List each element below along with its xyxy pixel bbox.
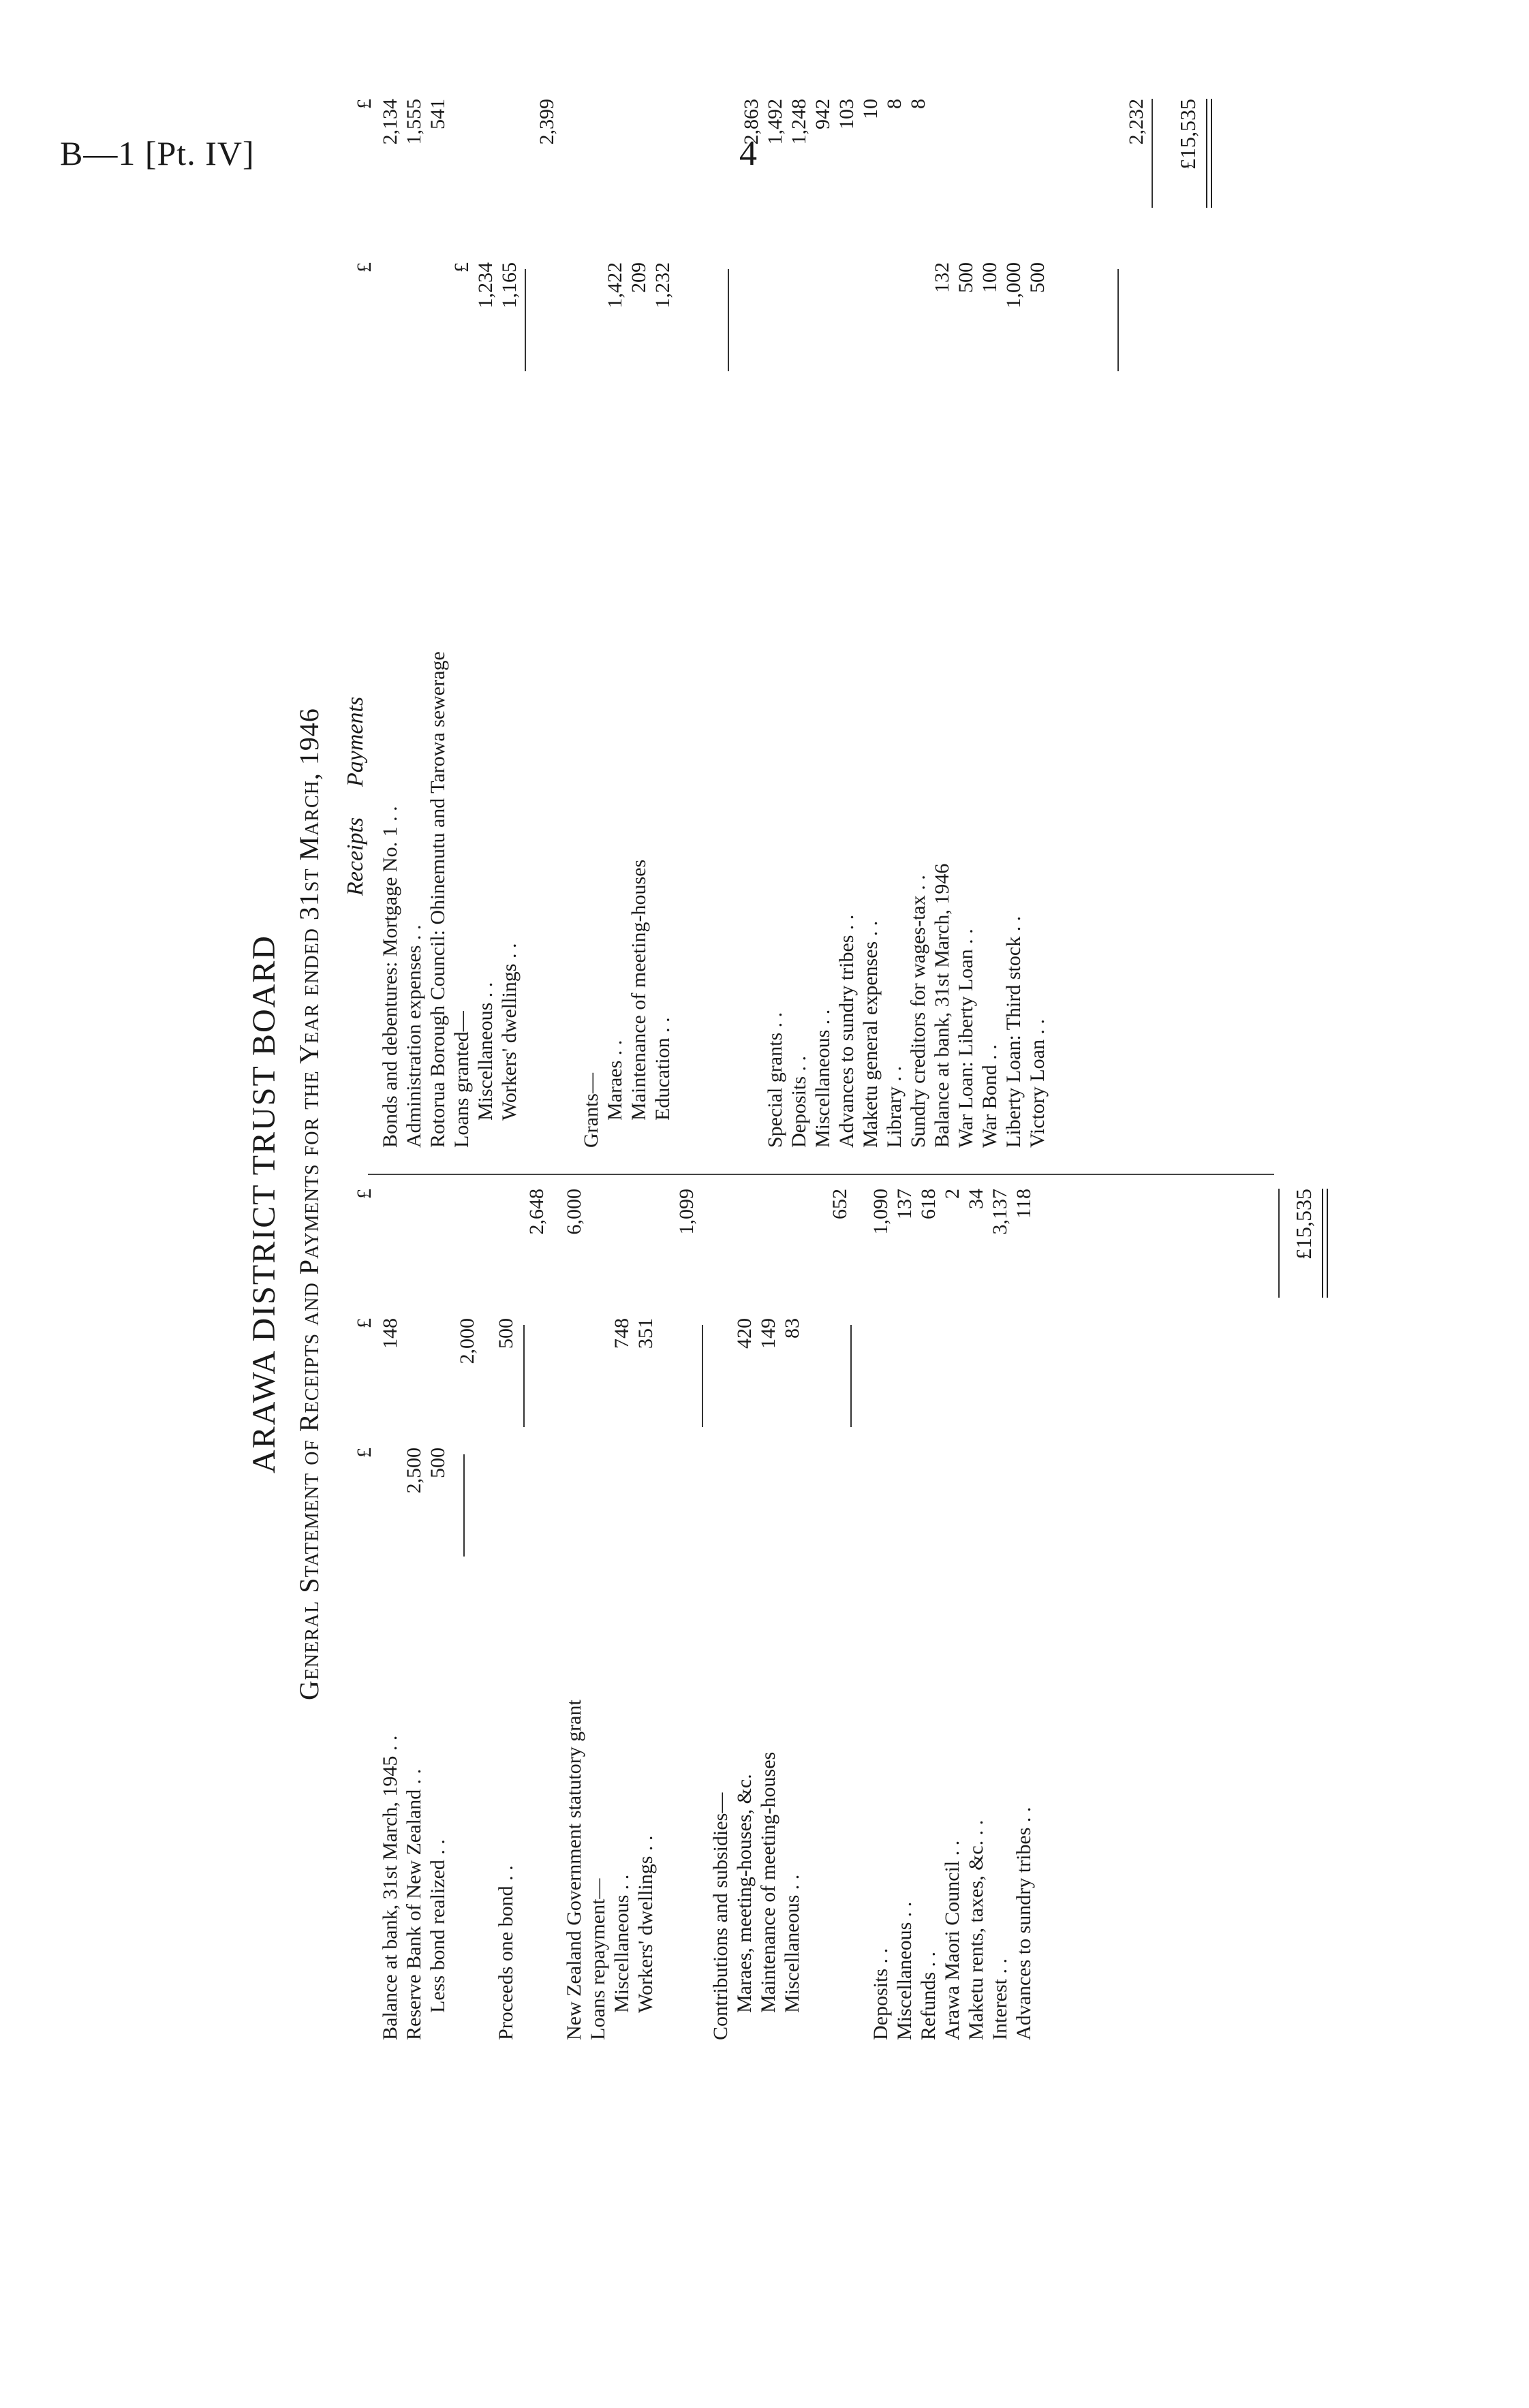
payments-line-amount-c1: 209 [628, 262, 650, 293]
receipts-line-label: Contributions and subsidies— [709, 1792, 732, 2040]
payments-line-amount-c1 [835, 262, 859, 378]
receipts-line-amount-c2 [586, 1318, 611, 1434]
receipts-line-label: Deposits . . [869, 1948, 892, 2040]
receipts-subtotal-rule-3 [702, 1325, 703, 1427]
payments-line-label: Maketu general expenses . . [859, 920, 882, 1148]
receipts-line-amount-c2 [916, 1318, 941, 1434]
receipts-line-amount-c2: 748 [611, 1318, 633, 1349]
payments-line-amount-c1: 132 [931, 262, 953, 293]
payments-line-amount-c1 [859, 262, 883, 378]
receipts-line-amount-c1 [525, 1448, 549, 1563]
receipts-line-amount-c3: 6,000 [563, 1189, 585, 1235]
receipts-currency-2: £ [353, 1318, 375, 1328]
receipts-heading: Receipts [343, 817, 368, 896]
receipts-line-amount-c3 [732, 1189, 757, 1304]
payments-subtotal-rule-2 [728, 269, 729, 371]
receipts-line-label: Loans repayment— [587, 1878, 609, 2040]
receipts-line-amount-c2 [964, 1318, 989, 1434]
receipts-line-amount-c3: 652 [829, 1189, 851, 1219]
receipts-line-amount-c3: 1,099 [675, 1189, 698, 1235]
receipts-line-amount-c1 [780, 1448, 805, 1563]
receipts-line-label: Miscellaneous . . [893, 1901, 916, 2040]
receipts-line-amount-c2 [940, 1318, 965, 1434]
receipts-line-label: New Zealand Government statutory grant [563, 1700, 585, 2040]
payments-line-amount-c1: 500 [1026, 262, 1049, 293]
receipts-line-amount-c2 [426, 1318, 450, 1434]
center-divider [368, 1174, 1274, 1175]
payments-line-amount-c1: 1,165 [498, 262, 521, 309]
payments-currency-1: £ [353, 262, 375, 272]
receipts-line-amount-c1 [869, 1448, 893, 1563]
payments-line-amount-c1 [811, 262, 835, 378]
receipts-line-amount-c3: 618 [917, 1189, 940, 1219]
receipts-line-label: Miscellaneous . . [781, 1874, 803, 2013]
receipts-line-amount-c2 [988, 1318, 1013, 1434]
receipts-line-label: Advances to sundry tribes . . [1013, 1807, 1035, 2040]
payments-line-amount-c1 [882, 262, 907, 378]
payments-line-amount-c2: 2,134 [379, 99, 401, 145]
payments-line-label: Workers' dwellings . . [498, 943, 521, 1121]
receipts-line-amount-c1 [455, 1448, 480, 1563]
document-title: ARAWA DISTRICT TRUST BOARD [246, 935, 282, 1473]
receipts-line-amount-c3 [709, 1189, 733, 1304]
receipts-line-amount-c3 [610, 1189, 634, 1304]
payments-line-amount-c2: 8 [907, 99, 929, 109]
receipts-line-amount-c1 [756, 1448, 781, 1563]
payments-line-amount-c2 [954, 99, 978, 215]
receipts-line-amount-c3 [494, 1189, 519, 1304]
payments-line-amount-c1 [402, 262, 427, 378]
payments-line-amount-c2 [978, 99, 1002, 215]
receipts-line-amount-c3 [586, 1189, 611, 1304]
receipts-subtotal-rule-4 [850, 1325, 852, 1427]
receipts-line-label: Proceeds one bond . . [495, 1865, 517, 2040]
receipts-line-label: Reserve Bank of New Zealand . . [403, 1768, 425, 2040]
payments-line-amount-c1: 100 [978, 262, 1001, 293]
receipts-line-amount-c1 [610, 1448, 634, 1563]
receipts-subtotal-rule-1 [463, 1454, 465, 1557]
receipts-line-amount-c1 [828, 1448, 852, 1563]
receipts-line-amount-c2: 149 [757, 1318, 779, 1349]
receipts-line-label: Interest . . [989, 1958, 1011, 2040]
receipts-total-double-rule [1322, 1189, 1328, 1298]
payments-line-amount-c1 [579, 262, 604, 378]
payments-currency-2: £ [353, 99, 375, 109]
payments-line-amount-c1: 1,422 [604, 262, 626, 309]
receipts-line-amount-c2: 148 [379, 1318, 401, 1349]
receipts-line-amount-c1 [732, 1448, 757, 1563]
receipts-line-amount-c3: 34 [965, 1189, 987, 1209]
receipts-line-amount-c3 [378, 1189, 403, 1304]
payments-line-label: Rotorua Borough Council: Ohinemutu and Tarowa sewerage [427, 651, 449, 1148]
receipts-line-amount-c2: 500 [495, 1318, 517, 1349]
payments-line-amount-c1 [426, 262, 450, 378]
receipts-line-label: Miscellaneous . . [611, 1874, 633, 2013]
receipts-line-amount-c3 [426, 1189, 450, 1304]
payments-line-amount-c2: 1,248 [788, 99, 810, 145]
receipts-line-amount-c3: 2,648 [525, 1189, 548, 1235]
payments-line-amount-c2: 103 [835, 99, 858, 129]
receipts-line-amount-c1 [988, 1448, 1013, 1563]
document-subtitle: General Statement of Receipts and Payments for the Year ended 31st March, 1946 [294, 708, 324, 1700]
payments-line-amount-c2: 2,232 [1125, 99, 1147, 145]
receipts-line-amount-c2: 2,000 [456, 1318, 478, 1364]
payments-line-label: Miscellaneous . . [812, 1009, 834, 1148]
payments-subtotal-rule-1 [525, 269, 526, 371]
receipts-total-rule [1278, 1189, 1280, 1298]
payments-line-label: Advances to sundry tribes . . [835, 914, 858, 1148]
page-number: 4 [739, 134, 757, 173]
payments-line-amount-c1: 1,232 [651, 262, 674, 309]
payments-line-amount-c1: £ [450, 262, 473, 272]
receipts-line-label: Less bond realized . . [427, 1839, 449, 2013]
receipts-line-label: Balance at bank, 31st March, 1945 . . [379, 1735, 401, 2040]
receipts-total: £15,535 [1291, 1189, 1316, 1260]
receipts-line-amount-c1: 500 [427, 1448, 449, 1478]
receipts-line-amount-c1 [709, 1448, 733, 1563]
receipts-line-amount-c2 [709, 1318, 733, 1434]
receipts-line-amount-c2: 420 [733, 1318, 756, 1349]
receipts-line-label: Maketu rents, taxes, &c. . . [965, 1819, 987, 2040]
payments-line-label: Balance at bank, 31st March, 1946 [931, 863, 953, 1148]
payments-line-amount-c2 [497, 99, 522, 215]
payments-line-amount-c1 [739, 262, 764, 378]
payments-heading: Payments [343, 696, 368, 787]
payments-line-amount-c2: 1,492 [764, 99, 786, 145]
payments-line-amount-c1 [535, 262, 559, 378]
payments-total-double-rule [1206, 99, 1212, 208]
receipts-line-amount-c1 [494, 1448, 519, 1563]
document-code: B—1 [Pt. IV] [60, 134, 255, 172]
payments-line-label: Liberty Loan: Third stock . . [1002, 916, 1025, 1148]
payments-line-amount-c2 [1002, 99, 1026, 215]
payments-line-amount-c2 [651, 99, 675, 215]
receipts-line-amount-c3 [634, 1189, 658, 1304]
payments-line-amount-c1 [787, 262, 812, 378]
receipts-line-amount-c1 [675, 1448, 699, 1563]
receipts-line-amount-c1 [1012, 1448, 1036, 1563]
receipts-line-amount-c2 [675, 1318, 699, 1434]
receipts-line-amount-c3 [455, 1189, 480, 1304]
receipts-line-amount-c1 [562, 1448, 587, 1563]
receipts-line-label: Maraes, meeting-houses, &c. [733, 1774, 756, 2013]
receipts-line-amount-c2: 83 [781, 1318, 803, 1339]
payments-line-label: Victory Loan . . [1026, 1019, 1049, 1148]
payments-line-label: Education . . [651, 1017, 674, 1121]
payments-line-amount-c2 [1025, 99, 1050, 215]
payments-line-label: Maraes . . [604, 1039, 626, 1121]
payments-total-rule [1152, 99, 1153, 208]
receipts-line-amount-c3: 118 [1013, 1189, 1035, 1219]
receipts-line-amount-c2 [562, 1318, 587, 1434]
payments-line-amount-c2 [603, 99, 628, 215]
receipts-line-label: Arawa Maori Council . . [941, 1840, 963, 2040]
receipts-line-amount-c2 [1012, 1318, 1036, 1434]
receipts-line-amount-c2 [893, 1318, 917, 1434]
receipts-line-amount-c1 [964, 1448, 989, 1563]
payments-line-label: Grants— [580, 1073, 602, 1148]
receipts-line-amount-c1 [916, 1448, 941, 1563]
receipts-line-amount-c1 [586, 1448, 611, 1563]
payments-line-label: Sundry creditors for wages-tax . . [907, 875, 929, 1148]
payments-line-label: Miscellaneous . . [474, 982, 497, 1121]
receipts-line-amount-c2 [828, 1318, 852, 1434]
payments-line-amount-c2 [579, 99, 604, 215]
payments-line-amount-c1 [378, 262, 403, 378]
payments-line-amount-c2: 2,399 [536, 99, 558, 145]
payments-line-amount-c2 [474, 99, 498, 215]
receipts-line-amount-c2 [525, 1318, 549, 1434]
payments-line-amount-c2: 8 [883, 99, 906, 109]
payments-total: £15,535 [1175, 99, 1200, 170]
receipts-line-amount-c1 [378, 1448, 403, 1563]
payments-line-amount-c2: 2,863 [740, 99, 762, 145]
payments-subtotal-rule-3 [1117, 269, 1119, 371]
payments-line-amount-c1 [1124, 262, 1149, 378]
receipts-line-amount-c3: 2 [941, 1189, 963, 1199]
payments-line-amount-c2 [450, 99, 474, 215]
payments-line-amount-c1: 500 [955, 262, 977, 293]
receipts-currency-1: £ [353, 1448, 375, 1458]
payments-line-amount-c2: 10 [859, 99, 882, 119]
receipts-currency-3: £ [353, 1189, 375, 1199]
payments-line-amount-c2 [930, 99, 955, 215]
receipts-line-amount-c2 [869, 1318, 893, 1434]
receipts-line-amount-c1 [634, 1448, 658, 1563]
payments-line-label: War Loan: Liberty Loan . . [955, 928, 977, 1148]
payments-line-amount-c1: 1,000 [1002, 262, 1025, 309]
receipts-line-amount-c2 [402, 1318, 427, 1434]
payments-line-amount-c2: 541 [427, 99, 449, 129]
payments-line-amount-c2 [627, 99, 651, 215]
payments-line-label: Maintenance of meeting-houses [628, 859, 650, 1121]
receipts-line-amount-c1: 2,500 [403, 1448, 425, 1494]
payments-line-label: Library . . [883, 1066, 906, 1148]
receipts-line-amount-c2: 351 [634, 1318, 657, 1349]
receipts-subtotal-rule-2 [523, 1325, 525, 1427]
receipts-line-amount-c1 [893, 1448, 917, 1563]
receipts-line-label: Maintenance of meeting-houses [757, 1751, 779, 2013]
payments-line-amount-c1 [763, 262, 788, 378]
payments-line-label: Bonds and debentures: Mortgage No. 1 . . [379, 806, 401, 1148]
payments-line-label: Loans granted— [450, 1011, 473, 1148]
payments-line-amount-c2: 942 [812, 99, 834, 129]
payments-line-amount-c1: 1,234 [474, 262, 497, 309]
payments-line-amount-c1 [906, 262, 931, 378]
payments-line-label: War Bond . . [978, 1044, 1001, 1148]
payments-line-label: Deposits . . [788, 1056, 810, 1148]
receipts-line-amount-c3: 1,090 [869, 1189, 892, 1235]
payments-line-label: Administration expenses . . [403, 924, 425, 1148]
receipts-line-label: Workers' dwellings . . [634, 1835, 657, 2013]
receipts-line-amount-c1 [940, 1448, 965, 1563]
receipts-line-amount-c3 [756, 1189, 781, 1304]
receipts-line-amount-c3: 3,137 [989, 1189, 1011, 1235]
receipts-line-amount-c3: 137 [893, 1189, 916, 1219]
payments-line-amount-c2: 1,555 [403, 99, 425, 145]
payments-line-label: Special grants . . [764, 1012, 786, 1148]
receipts-line-label: Refunds . . [917, 1952, 940, 2040]
receipts-line-amount-c3 [402, 1189, 427, 1304]
receipts-line-amount-c3 [780, 1189, 805, 1304]
